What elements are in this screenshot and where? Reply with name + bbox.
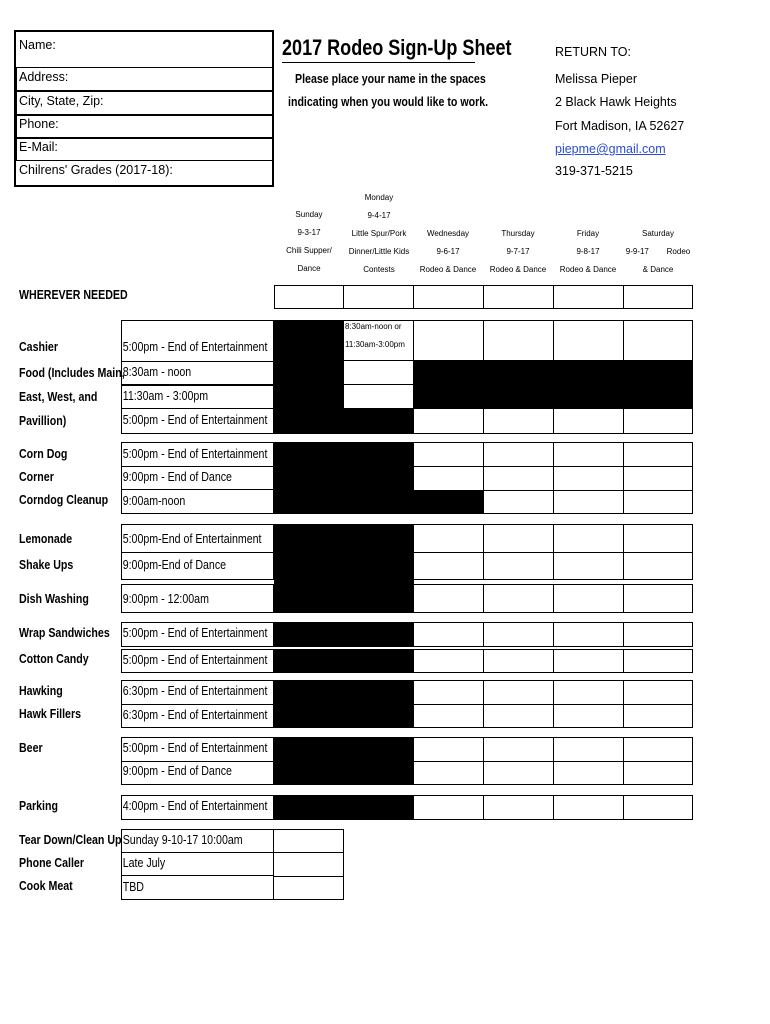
- parking-wed[interactable]: [413, 795, 484, 820]
- dish-thu[interactable]: [483, 584, 554, 613]
- job-cashier: Cashier: [19, 340, 58, 354]
- food-3-fri[interactable]: [553, 408, 624, 434]
- food-3-sat[interactable]: [623, 408, 693, 434]
- hawkfill-wed[interactable]: [413, 704, 484, 728]
- hawking-sat[interactable]: [623, 680, 693, 705]
- phone-field-label[interactable]: Phone:: [19, 117, 59, 131]
- time-food-3: 5:00pm - End of Entertainment: [122, 413, 268, 427]
- job-lemonade: Lemonade: [19, 532, 73, 546]
- return-to-heading: RETURN TO:: [555, 45, 631, 59]
- food-3-thu[interactable]: [483, 408, 554, 434]
- cotton-thu[interactable]: [483, 649, 554, 673]
- wherever-fri[interactable]: [553, 285, 624, 309]
- corndog-1-sat[interactable]: [623, 442, 693, 467]
- time-food-1: 8:30am - noon: [122, 365, 192, 379]
- blocked-sun-cashier-food: [274, 320, 344, 434]
- hawking-fri[interactable]: [553, 680, 624, 705]
- dish-sat[interactable]: [623, 584, 693, 613]
- job-hawk-fillers: Hawk Fillers: [19, 707, 82, 721]
- parking-fri[interactable]: [553, 795, 624, 820]
- beer-1-wed[interactable]: [413, 737, 484, 762]
- job-phone-caller: Phone Caller: [19, 856, 84, 870]
- day-header-thursday: Thursday 9-7-17 Rodeo & Dance: [489, 229, 547, 274]
- hawkfill-fri[interactable]: [553, 704, 624, 728]
- blocked-beer-sun-mon: [274, 737, 414, 785]
- monday-note-1: 8:30am-noon or: [345, 322, 402, 331]
- time-lemonade-divider: [121, 552, 274, 553]
- time-dish: 9:00pm - 12:00am: [122, 592, 209, 606]
- job-corndog-line-2: Corner: [19, 470, 54, 484]
- corndog-2-thu[interactable]: [483, 466, 554, 491]
- job-food-line-1: Food (Includes Main,: [19, 366, 125, 380]
- cashier-wed[interactable]: [413, 320, 484, 361]
- beer-1-thu[interactable]: [483, 737, 554, 762]
- hawking-thu[interactable]: [483, 680, 554, 705]
- wrap-sat[interactable]: [623, 622, 693, 647]
- beer-2-fri[interactable]: [553, 761, 624, 785]
- time-wrap: 5:00pm - End of Entertainment: [122, 626, 268, 640]
- corndog-3-fri[interactable]: [553, 490, 624, 514]
- food-3-wed[interactable]: [413, 408, 484, 434]
- time-beer-1: 5:00pm - End of Entertainment: [122, 741, 268, 755]
- phone-caller-sun[interactable]: [273, 852, 344, 877]
- cashier-sat[interactable]: [623, 320, 693, 361]
- day-header-wednesday: Wednesday 9-6-17 Rodeo & Dance: [419, 229, 477, 274]
- monday-note-2: 11:30am-3:00pm: [345, 340, 405, 349]
- parking-sat[interactable]: [623, 795, 693, 820]
- wherever-needed-label: WHEREVER NEEDED: [19, 288, 128, 302]
- corndog-1-fri[interactable]: [553, 442, 624, 467]
- time-hawking: 6:30pm - End of Entertainment: [122, 684, 268, 698]
- job-cotton-candy: Cotton Candy: [19, 652, 89, 666]
- cotton-sat[interactable]: [623, 649, 693, 673]
- return-name: Melissa Pieper: [555, 72, 637, 86]
- cotton-fri[interactable]: [553, 649, 624, 673]
- job-dishwashing: Dish Washing: [19, 592, 89, 606]
- corndog-2-sat[interactable]: [623, 466, 693, 491]
- wrap-thu[interactable]: [483, 622, 554, 647]
- blocked-hawking-sun-mon: [274, 680, 414, 728]
- cotton-wed[interactable]: [413, 649, 484, 673]
- blocked-wrap-sun-mon: [274, 622, 414, 647]
- instructions-line-2: indicating when you would like to work.: [288, 95, 489, 109]
- corndog-1-wed[interactable]: [413, 442, 484, 467]
- return-address-2: Fort Madison, IA 52627: [555, 119, 685, 133]
- day-header-monday: Monday 9-4-17 Little Spur/Pork Dinner/Little Kids Contests: [348, 193, 410, 274]
- return-email-link[interactable]: piepme@gmail.com: [555, 142, 666, 156]
- beer-2-thu[interactable]: [483, 761, 554, 785]
- blocked-mon-food-evening: [343, 408, 414, 434]
- time-lemonade-1: 5:00pm-End of Entertainment: [122, 532, 262, 546]
- email-field-label[interactable]: E-Mail:: [19, 140, 58, 154]
- corndog-2-fri[interactable]: [553, 466, 624, 491]
- instructions-line-1: Please place your name in the spaces: [295, 72, 486, 86]
- blocked-parking-sun-mon: [274, 795, 414, 820]
- dish-fri[interactable]: [553, 584, 624, 613]
- wrap-wed[interactable]: [413, 622, 484, 647]
- parking-thu[interactable]: [483, 795, 554, 820]
- time-lemonade-2: 9:00pm-End of Dance: [122, 558, 227, 572]
- blocked-cotton-sun-mon: [274, 649, 414, 673]
- corndog-3-thu[interactable]: [483, 490, 554, 514]
- blocked-food-morning: [413, 360, 693, 409]
- time-teardown: Sunday 9-10-17 10:00am: [122, 833, 243, 847]
- lemonade-1-fri[interactable]: [553, 524, 624, 553]
- wherever-mon[interactable]: [343, 285, 414, 309]
- time-beer-2: 9:00pm - End of Dance: [122, 764, 232, 778]
- time-cashier: 5:00pm - End of Entertainment: [122, 340, 268, 354]
- time-hawk-fillers: 6:30pm - End of Entertainment: [122, 708, 268, 722]
- blocked-lemonade-sun-mon: [274, 524, 414, 613]
- lemonade-1-wed[interactable]: [413, 524, 484, 553]
- lemonade-2-fri[interactable]: [553, 552, 624, 580]
- cashier-fri[interactable]: [553, 320, 624, 361]
- time-cotton: 5:00pm - End of Entertainment: [122, 653, 268, 667]
- wherever-wed[interactable]: [413, 285, 484, 309]
- job-wrap-sandwiches: Wrap Sandwiches: [19, 626, 110, 640]
- time-cook-meat: TBD: [122, 880, 144, 894]
- corndog-3-sat[interactable]: [623, 490, 693, 514]
- name-field-label[interactable]: Name:: [19, 38, 56, 52]
- wherever-sat[interactable]: [623, 285, 693, 309]
- blocked-corndog-sun-mon: [274, 442, 414, 514]
- day-header-saturday: Saturday 9-9-17 Rodeo & Dance: [625, 229, 691, 274]
- lemonade-1-thu[interactable]: [483, 524, 554, 553]
- job-corndog-line-3: Corndog Cleanup: [19, 493, 109, 507]
- dish-wed[interactable]: [413, 584, 484, 613]
- job-parking: Parking: [19, 799, 58, 813]
- time-corndog-1: 5:00pm - End of Entertainment: [122, 447, 268, 461]
- city-state-zip-field-label[interactable]: City, State, Zip:: [19, 94, 104, 108]
- time-corndog-2: 9:00pm - End of Dance: [122, 470, 232, 484]
- job-hawking: Hawking: [19, 684, 63, 698]
- hawkfill-sat[interactable]: [623, 704, 693, 728]
- lemonade-1-sat[interactable]: [623, 524, 693, 553]
- day-header-friday: Friday 9-8-17 Rodeo & Dance: [559, 229, 617, 274]
- cook-meat-sun[interactable]: [273, 876, 344, 900]
- job-food-line-3: Pavillion): [19, 414, 67, 428]
- return-phone: 319-371-5215: [555, 164, 633, 178]
- hawkfill-thu[interactable]: [483, 704, 554, 728]
- job-food-line-2: East, West, and: [19, 390, 98, 404]
- time-corndog-3: 9:00am-noon: [122, 494, 186, 508]
- lemonade-2-thu[interactable]: [483, 552, 554, 580]
- wherever-thu[interactable]: [483, 285, 554, 309]
- beer-1-fri[interactable]: [553, 737, 624, 762]
- wherever-sun[interactable]: [274, 285, 344, 309]
- time-parking: 4:00pm - End of Entertainment: [122, 799, 268, 813]
- beer-2-wed[interactable]: [413, 761, 484, 785]
- job-teardown: Tear Down/Clean Up: [19, 833, 122, 847]
- address-field-label[interactable]: Address:: [19, 70, 69, 84]
- title-underline: [282, 62, 475, 63]
- teardown-sun[interactable]: [273, 829, 344, 853]
- food-2-mon[interactable]: [343, 384, 414, 409]
- beer-1-sat[interactable]: [623, 737, 693, 762]
- job-corndog-line-1: Corn Dog: [19, 447, 68, 461]
- job-cook-meat: Cook Meat: [19, 879, 73, 893]
- corndog-1-thu[interactable]: [483, 442, 554, 467]
- cashier-thu[interactable]: [483, 320, 554, 361]
- job-shakeups: Shake Ups: [19, 558, 74, 572]
- lemonade-2-sat[interactable]: [623, 552, 693, 580]
- grades-field-label[interactable]: Chilrens' Grades (2017-18):: [19, 163, 173, 177]
- blocked-corndog-cleanup-wed: [413, 490, 484, 514]
- return-address-1: 2 Black Hawk Heights: [555, 95, 677, 109]
- time-food-2: 11:30am - 3:00pm: [122, 389, 209, 403]
- corndog-2-wed[interactable]: [413, 466, 484, 491]
- day-header-sunday: Sunday 9-3-17 Chili Supper/ Dance: [286, 210, 332, 273]
- beer-2-sat[interactable]: [623, 761, 693, 785]
- page-title: 2017 Rodeo Sign-Up Sheet: [282, 35, 512, 60]
- wrap-fri[interactable]: [553, 622, 624, 647]
- hawking-wed[interactable]: [413, 680, 484, 705]
- job-beer: Beer: [19, 741, 43, 755]
- lemonade-2-wed[interactable]: [413, 552, 484, 580]
- time-phone-caller: Late July: [122, 856, 166, 870]
- food-1-mon[interactable]: [343, 360, 414, 385]
